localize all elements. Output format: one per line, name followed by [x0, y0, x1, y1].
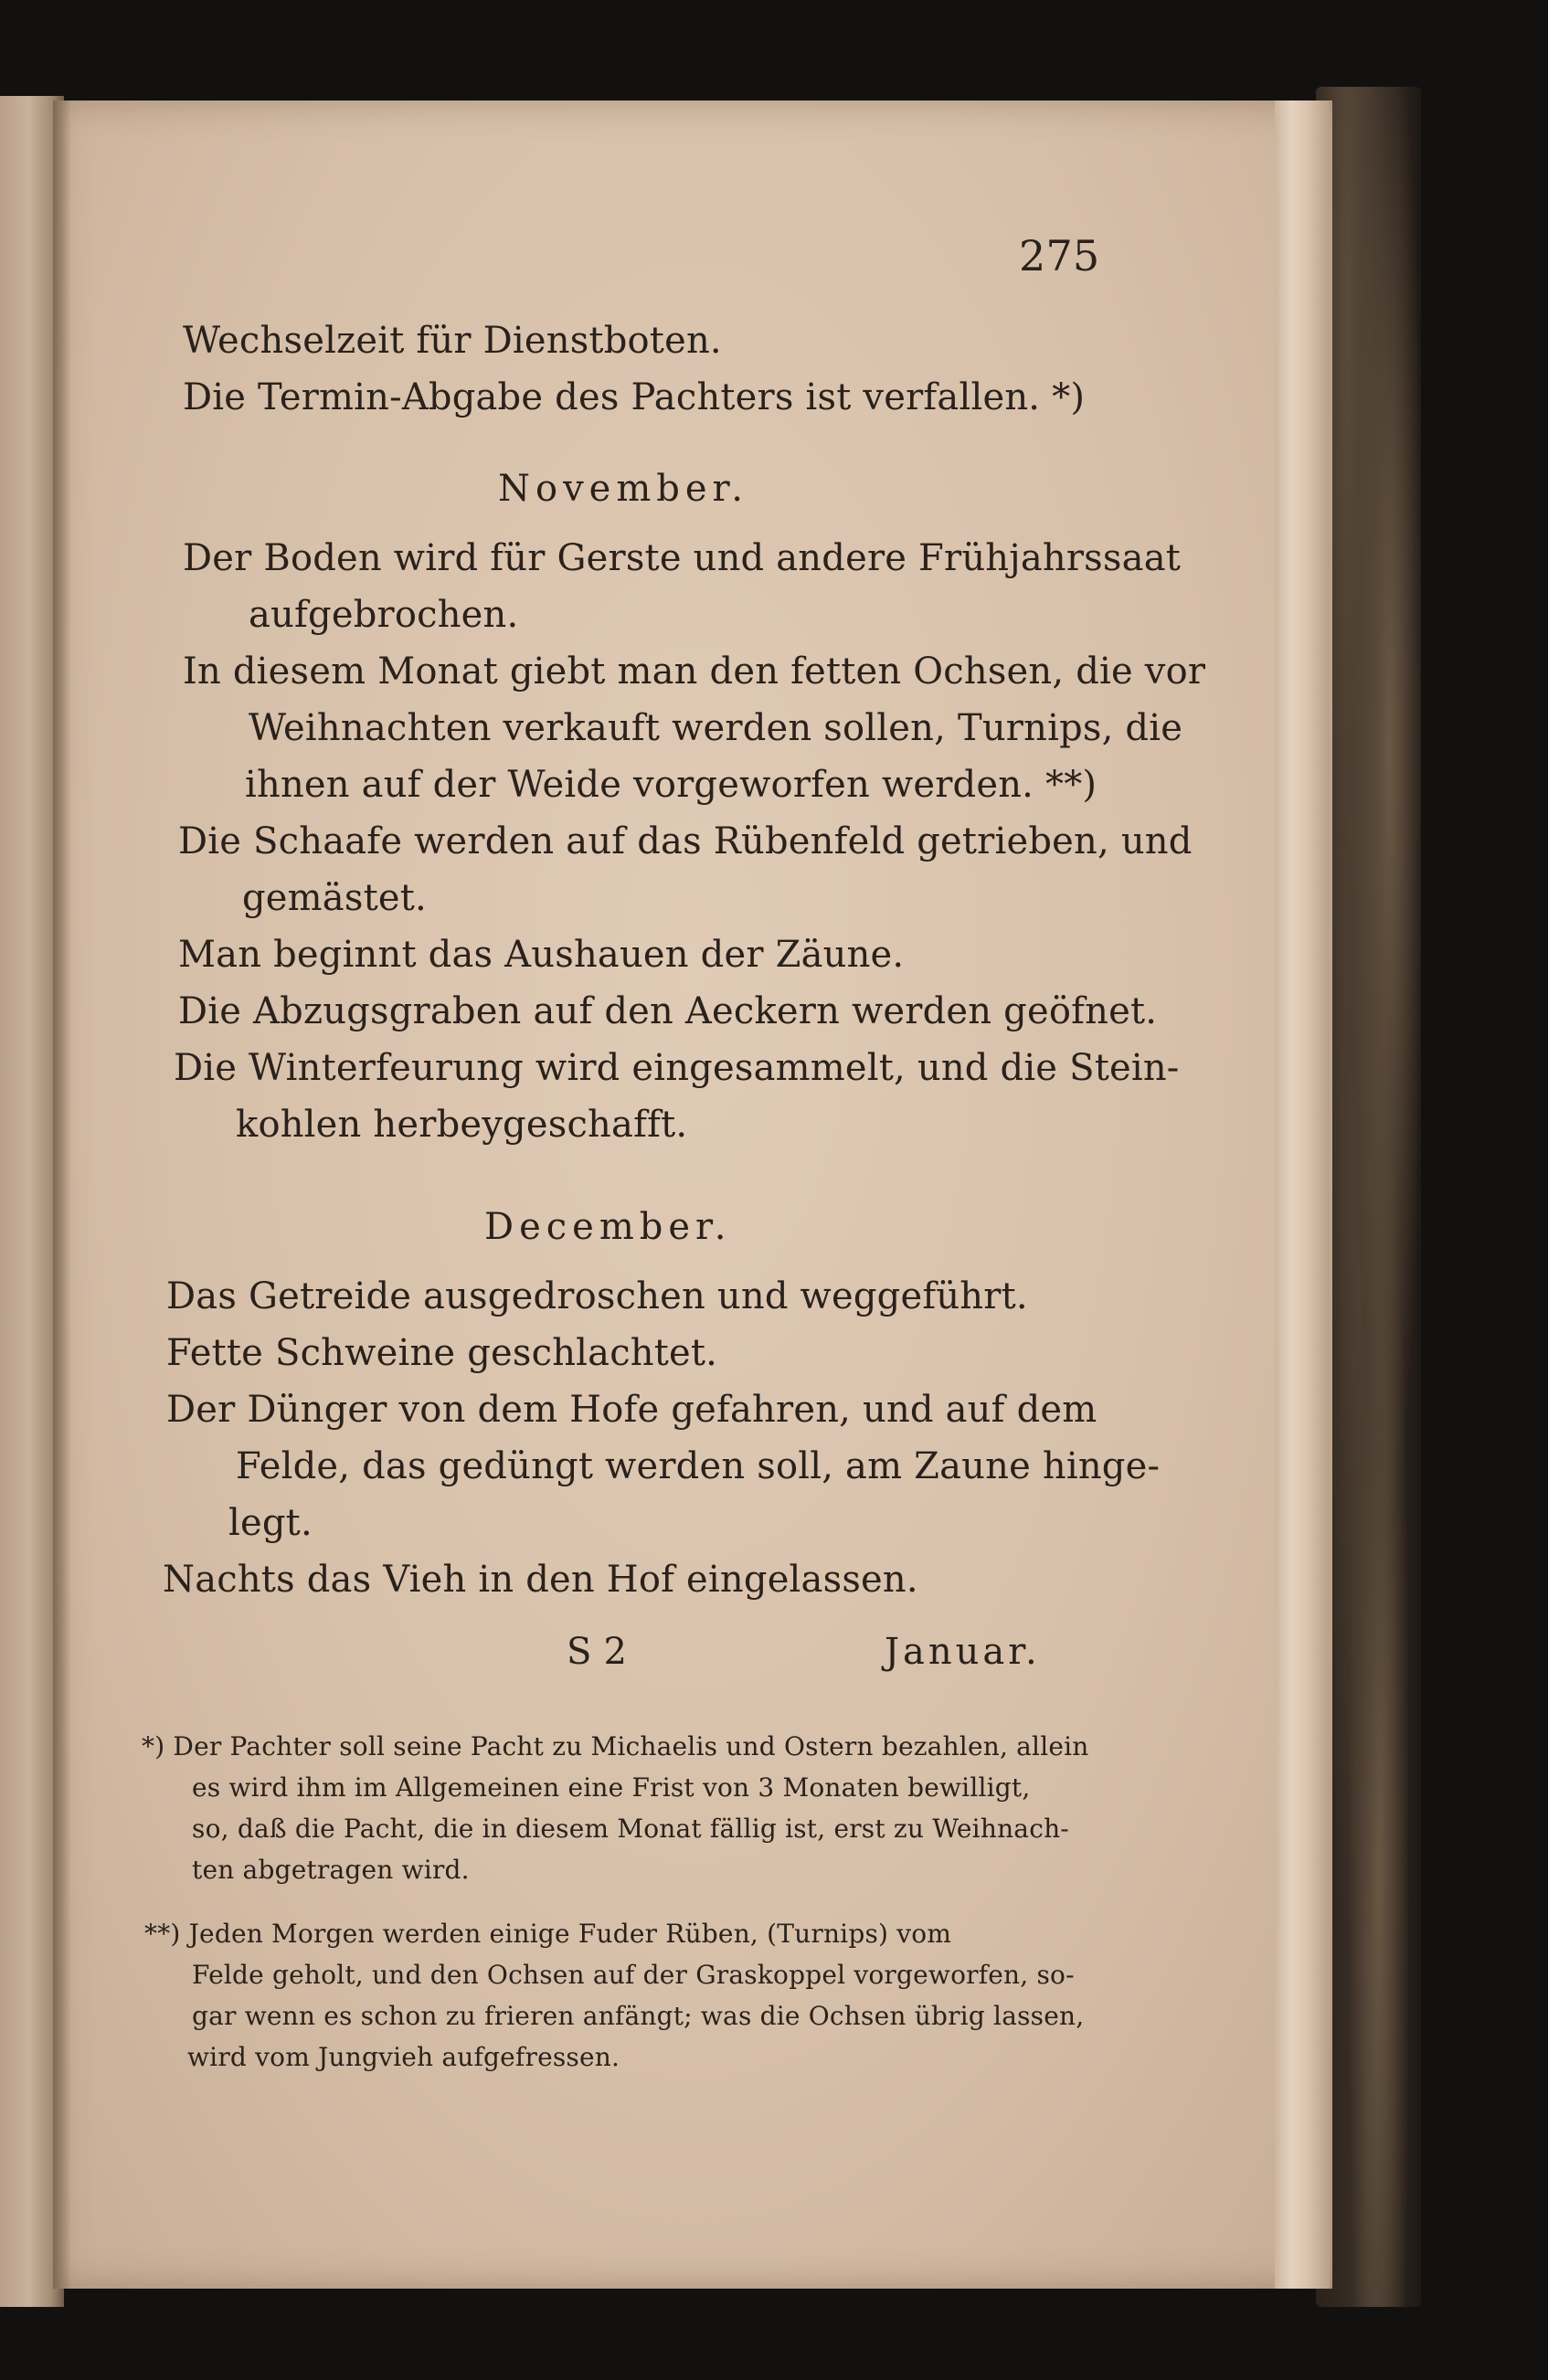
text-line: Man beginnt das Aushauen der Zäune. [178, 934, 905, 976]
footnote-line: ten abgetragen wird. [192, 1855, 470, 1885]
text-line: Die Termin-Abgabe des Pachters ist verfallen. *) [183, 376, 1086, 418]
text-line: Fette Schweine geschlachtet. [166, 1332, 718, 1374]
text-line: ihnen auf der Weide vorgeworfen werden. **) [245, 764, 1097, 806]
footnote-line: so, daß die Pacht, die in diesem Monat fällig ist, erst zu Weihnach- [192, 1814, 1069, 1844]
footnote-line: es wird ihm im Allgemeinen eine Frist von 3 Monaten bewilligt, [192, 1772, 1031, 1803]
text-line: Felde, das gedüngt werden soll, am Zaune hinge- [236, 1445, 1161, 1487]
footnote-line: wird vom Jungvieh aufgefressen. [187, 2042, 620, 2072]
text-line: In diesem Monat giebt man den fetten Ochsen, die vor [183, 651, 1206, 693]
signature-mark: S 2 [567, 1631, 628, 1673]
text-line: Die Abzugsgraben auf den Aeckern werden geöfnet. [178, 990, 1158, 1032]
text-line: Der Boden wird für Gerste und andere Frühjahrssaat [183, 537, 1182, 579]
footnote-line: *) Der Pachter soll seine Pacht zu Michaelis und Ostern bezahlen, allein [142, 1731, 1089, 1761]
catchword: Januar. [885, 1631, 1041, 1673]
text-line: Die Schaafe werden auf das Rübenfeld getrieben, und [178, 820, 1193, 862]
footnote-line: **) Jeden Morgen werden einige Fuder Rüben, (Turnips) vom [144, 1919, 952, 1949]
text-line: aufgebrochen. [249, 594, 519, 636]
text-line: Die Winterfeurung wird eingesammelt, und die Stein- [174, 1047, 1180, 1089]
footnote-line: Felde geholt, und den Ochsen auf der Graskoppel vorgeworfen, so- [192, 1960, 1075, 1990]
text-line: Weihnachten verkauft werden sollen, Turnips, die [249, 707, 1183, 749]
month-heading-december: December. [484, 1206, 732, 1248]
text-line: kohlen herbeygeschafft. [236, 1104, 688, 1146]
text-line: Nachts das Vieh in den Hof eingelassen. [163, 1559, 918, 1601]
text-line: legt. [228, 1502, 313, 1544]
month-heading-november: November. [498, 468, 748, 510]
text-line: Das Getreide ausgedroschen und weggeführt. [166, 1275, 1028, 1317]
page-gutter [53, 100, 71, 2289]
page-edge [1275, 100, 1330, 2289]
page-number: 275 [1019, 231, 1100, 280]
footnote-line: gar wenn es schon zu frieren anfängt; was die Ochsen übrig lassen, [192, 2001, 1085, 2031]
text-line: gemästet. [242, 877, 427, 919]
text-line: Wechselzeit für Dienstboten. [183, 320, 722, 362]
text-line: Der Dünger von dem Hofe gefahren, und auf dem [166, 1389, 1097, 1431]
